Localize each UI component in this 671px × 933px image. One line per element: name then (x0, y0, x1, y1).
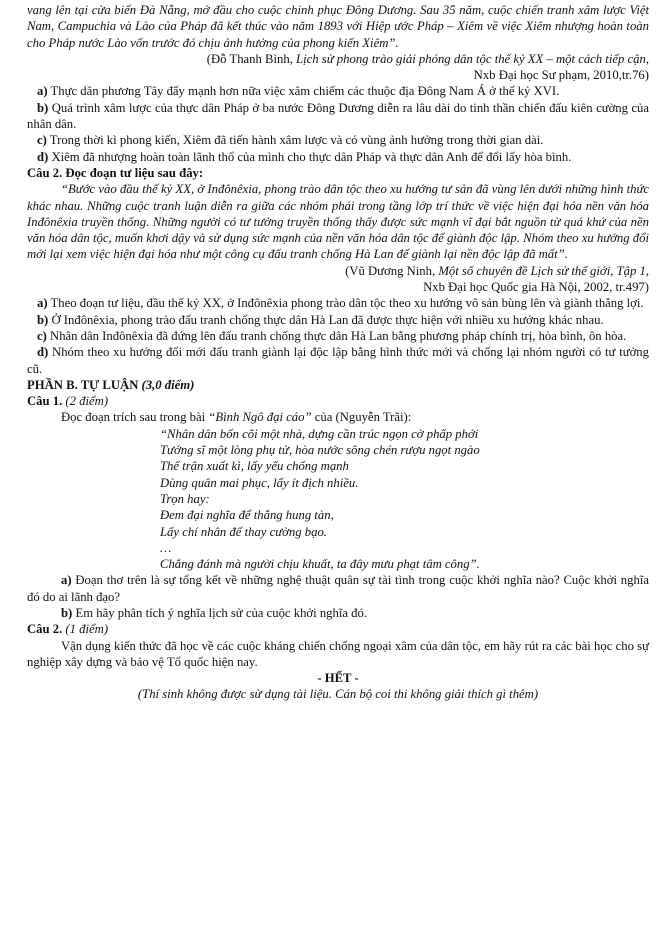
q1-item-c: c) Trong thời kì phong kiến, Xiêm đã tiến hành xâm lược và có vùng ảnh hưởng trong thời gian dài. (37, 133, 544, 148)
source-citation-2 (27, 263, 649, 279)
poem-line: “Nhân dân bốn cõi một nhà, dựng cần trúc ngọn cờ phấp phới (160, 426, 479, 441)
poem-line: Chẳng đánh mà người chịu khuất, ta đây mưu phạt tâm công”. (160, 557, 480, 572)
essay1-question-a: a) Đoạn thơ trên là sự tổng kết về những nghệ thuật quân sự tài tình trong cuộc khởi nghĩa nào? Cuộc khởi nghĩa đó do ai lãnh đạo? (27, 573, 649, 604)
q2-item-b: b) Ở Inđônêxia, phong trào đấu tranh chống thực dân Hà Lan đã được thực hiện với nhiều xu hướng khác nhau. (37, 312, 604, 327)
poem-excerpt (160, 426, 649, 573)
poem-line: Lấy chí nhân để thay cường bạo. (160, 524, 327, 539)
essay1-question-b: b) Em hãy phân tích ý nghĩa lịch sử của cuộc khởi nghĩa đó. (61, 605, 368, 620)
source1-publisher: Nxb Đại học Sư phạm, 2010,tr.76) (473, 68, 649, 83)
footer-note: (Thí sinh không được sử dụng tài liệu. Cán bộ coi thi không giải thích gì thêm) (137, 687, 539, 702)
part-b-heading: PHẦN B. TỰ LUẬN (3,0 điểm) (27, 377, 195, 392)
source2-title: Một số chuyên đề Lịch sử thế giới, Tập 1, (438, 263, 649, 278)
q2-quote: “Bước vào đầu thế kỷ XX, ở Inđônêxia, phong trào dân tộc theo xu hướng tư sản đã vùng lên dưới những hình thức khác nhau. Những cuộc tranh luận diễn ra giữa các nhóm phái trong tầng lớp trí thức về việc hiện đại hóa nền văn hóa Inđônêxia truyền thống. Những người có tư tưởng truyền thống thấy được sức mạnh vĩ đại bắt nguồn từ quá khứ của nền văn hóa dân tộc, muốn khơi dậy và sử dụng sức mạnh của nền văn hóa dân tộc để giành độc lập. Nhóm theo xu hướng đổi mới lại xem việc hiện đại hóa như một công cụ đấu tranh chống Hà Lan để giành lại nền độc lập đã mất”. (27, 182, 649, 262)
essay2-heading: Câu 2. (1 điểm) (27, 622, 109, 637)
poem-line: Đem đại nghĩa để thắng hung tàn, (160, 508, 334, 523)
q1-item-a: a) Thực dân phương Tây đẩy mạnh hơn nữa việc xâm chiếm các thuộc địa Đông Nam Á ở thế kỷ XVI. (37, 84, 560, 99)
q1-item-d: d) Xiêm đã nhượng hoàn toàn lãnh thổ của mình cho thực dân Pháp và thực dân Anh để đổi lấy hòa bình. (37, 149, 572, 164)
essay2-text: Vận dụng kiến thức đã học về các cuộc kháng chiến chống ngoại xâm của dân tộc, em hãy rút ra các bài học cho sự nghiệp xây dựng và bảo vệ Tổ quốc hiện nay. (27, 638, 649, 669)
source2-publisher: Nxb Đại học Quốc gia Hà Nội, 2002, tr.497) (423, 280, 649, 295)
source2-prefix: (Vũ Dương Ninh, (345, 263, 439, 278)
poem-line: Trọn hay: (160, 491, 210, 506)
essay1-heading: Câu 1. (2 điểm) (27, 394, 109, 409)
poem-line: Thế trận xuất kì, lấy yếu chống mạnh (160, 459, 349, 474)
source1-title: Lịch sử phong trào giải phóng dân tộc thế kỷ XX – một cách tiếp cận, (296, 51, 649, 66)
q2-item-d: d) Nhóm theo xu hướng đổi mới đấu tranh giành lại độc lập bằng hình thức mới và chống lại nhóm người có tư tưởng cũ. (27, 345, 649, 376)
q2-item-a: a) Theo đoạn tư liệu, đầu thế kỷ XX, ở Inđônêxia phong trào dân tộc theo xu hướng vô sản bùng lên và giành thắng lợi. (37, 296, 644, 311)
poem-line: … (160, 540, 172, 555)
q1-item-b: b) Quá trình xâm lược của thực dân Pháp ở ba nước Đông Dương diễn ra lâu dài do tinh thần chiến đấu kiên cường của nhân dân. (27, 100, 649, 132)
source1-prefix: (Đỗ Thanh Bình, (206, 51, 297, 66)
q2-item-c: c) Nhân dân Inđônêxia đã đứng lên đấu tranh chống thực dân Hà Lan bằng phương pháp chính trị, hòa bình, ôn hòa. (37, 328, 627, 343)
end-mark: - HẾT - (317, 671, 359, 686)
intro-quote-tail: vang lên tại cửa biển Đà Nẵng, mở đầu cho cuộc chinh phục Đông Dương. Sau 35 năm, cuộc chiến tranh xâm lược Việt Nam, Campuchia và Lào của Pháp đã kết thúc vào năm 1893 với Hiệp ước Pháp – Xiêm về việc Xiêm nhượng hoàn toàn cho Pháp nước Lào vốn trước đó chịu ảnh hưởng của phong kiến Xiêm”. (27, 3, 649, 50)
source-citation-1 (27, 51, 649, 67)
q2-heading: Câu 2. Đọc đoạn tư liệu sau đây: (27, 165, 204, 180)
essay1-intro: Đọc đoạn trích sau trong bài “Bình Ngô đại cáo” của (Nguyễn Trãi): (61, 410, 412, 425)
poem-line: Tướng sĩ một lòng phụ tử, hòa nước sông chén rượu ngọt ngào (160, 443, 480, 458)
poem-line: Dùng quân mai phục, lấy ít địch nhiều. (160, 475, 359, 490)
